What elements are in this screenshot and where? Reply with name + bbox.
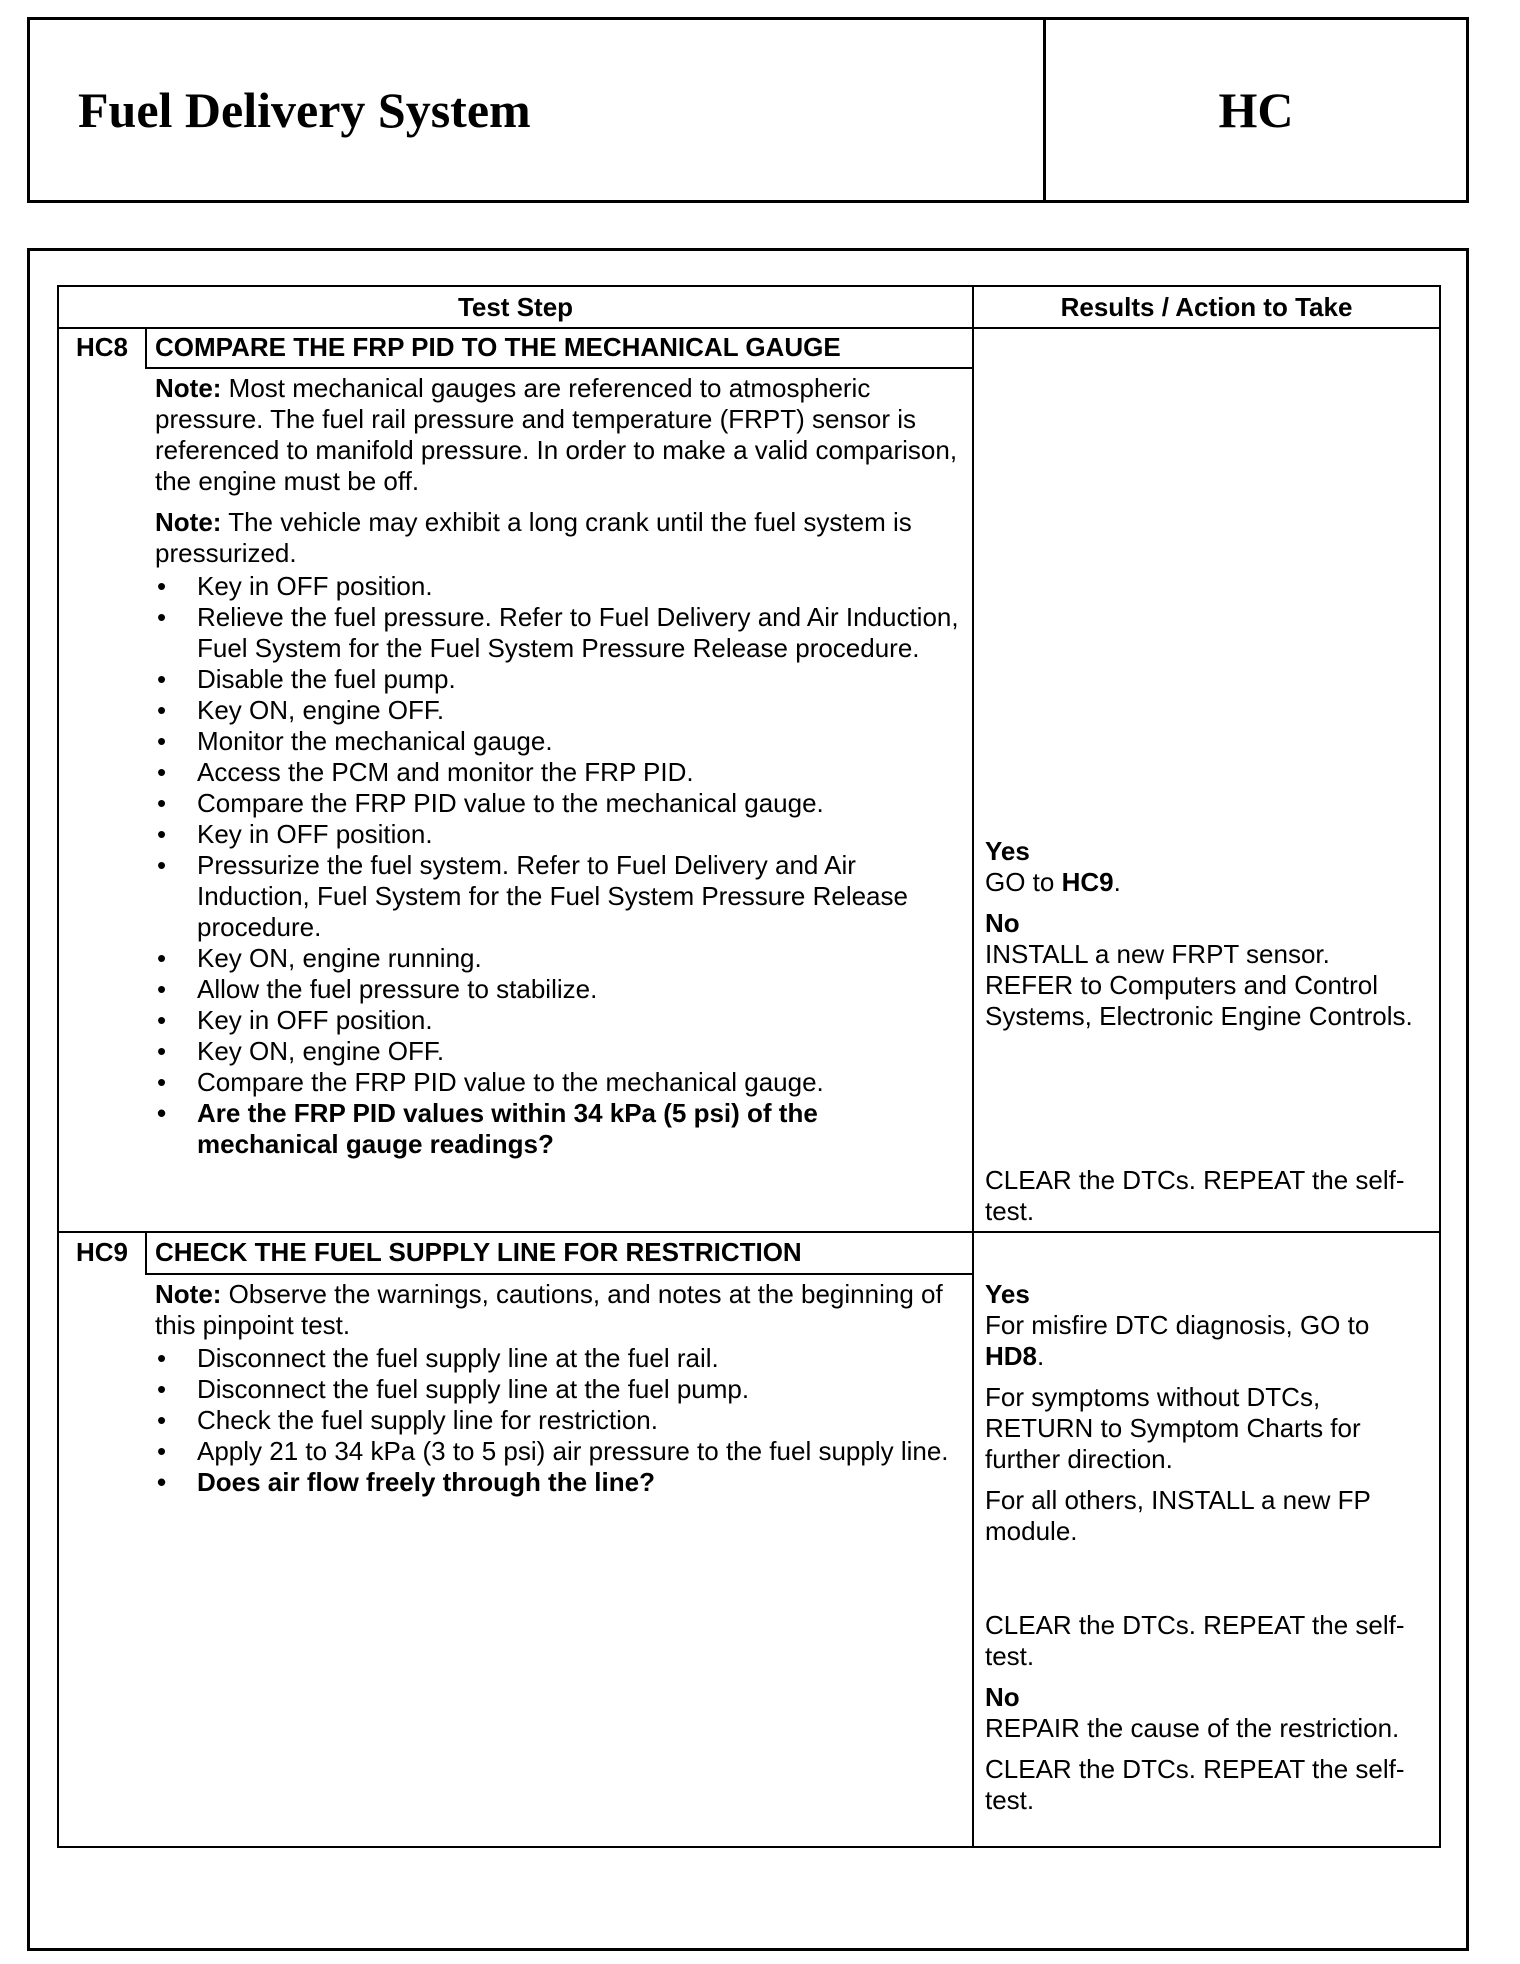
list-item: • Apply 21 to 34 kPa (3 to 5 psi) air pressure to the fuel supply line. <box>155 1436 960 1467</box>
result-yes: Yes For misfire DTC diagnosis, GO to HD8. <box>985 1279 1370 1371</box>
step-id-hc9: HC9 <box>75 1237 128 1267</box>
step-list <box>155 1343 960 1498</box>
list-item: • Allow the fuel pressure to stabilize. <box>155 974 960 1005</box>
result-yes-others: For all others, INSTALL a new FP module. <box>985 1485 1371 1546</box>
note: Note: Observe the warnings, cautions, and notes at the beginning of this pinpoint test. <box>155 1279 943 1340</box>
column-header-results: Results / Action to Take <box>1060 292 1353 322</box>
list-item: • Disconnect the fuel supply line at the fuel rail. <box>155 1343 960 1374</box>
id-divider-hc9 <box>145 1231 147 1273</box>
list-item: • Key ON, engine OFF. <box>155 695 960 726</box>
title-rule-hc8 <box>145 367 972 369</box>
list-item: • Compare the FRP PID value to the mechanical gauge. <box>155 1067 960 1098</box>
note: Note: The vehicle may exhibit a long crank until the fuel system is pressurized. <box>155 507 912 568</box>
result-clear: CLEAR the DTCs. REPEAT the self-test. <box>985 1610 1405 1671</box>
step-body-hc9 <box>155 1279 960 1498</box>
list-item: • Key ON, engine OFF. <box>155 1036 960 1067</box>
list-item: • Pressurize the fuel system. Refer to Fuel Delivery and Air Induction, Fuel System for the Fuel System Pressure Release procedure. <box>155 850 960 943</box>
list-item: • Check the fuel supply line for restriction. <box>155 1405 960 1436</box>
step-id-hc8: HC8 <box>75 332 128 362</box>
title-rule-hc9 <box>145 1273 972 1275</box>
results-hc9 <box>985 1279 1431 1557</box>
column-header-test-step: Test Step <box>457 292 574 322</box>
step-list <box>155 571 960 1160</box>
list-item: • Access the PCM and monitor the FRP PID. <box>155 757 960 788</box>
list-item: • Disconnect the fuel supply line at the fuel pump. <box>155 1374 960 1405</box>
list-item: • Relieve the fuel pressure. Refer to Fuel Delivery and Air Induction, Fuel System for the Fuel System Pressure Release procedure. <box>155 602 960 664</box>
step-body-hc8 <box>155 373 960 1160</box>
result-no: No INSTALL a new FRPT sensor. <box>985 908 1330 969</box>
step-title-hc9: CHECK THE FUEL SUPPLY LINE FOR RESTRICTION <box>155 1237 802 1267</box>
results-hc8-clear <box>985 1165 1431 1237</box>
step-title-hc8: COMPARE THE FRP PID TO THE MECHANICAL GAUGE <box>155 332 841 362</box>
list-item: • Key in OFF position. <box>155 571 960 602</box>
list-item: • Key ON, engine running. <box>155 943 960 974</box>
list-item: • Key in OFF position. <box>155 819 960 850</box>
list-item: • Monitor the mechanical gauge. <box>155 726 960 757</box>
section-title: Fuel Delivery System <box>78 82 531 138</box>
result-clear: CLEAR the DTCs. REPEAT the self-test. <box>985 1165 1405 1226</box>
result-yes-symptoms: For symptoms without DTCs, RETURN to Symptom Charts for further direction. <box>985 1382 1361 1474</box>
page-header <box>27 17 1469 203</box>
result-yes: Yes GO to HC9. <box>985 836 1121 897</box>
result-no: No REPAIR the cause of the restriction. <box>985 1682 1400 1743</box>
test-question: • Are the FRP PID values within 34 kPa (5 psi) of the mechanical gauge readings? <box>155 1098 960 1160</box>
section-code: HC <box>1218 82 1294 138</box>
list-item: • Disable the fuel pump. <box>155 664 960 695</box>
result-no-refer: REFER to Computers and Control Systems, Electronic Engine Controls. <box>985 970 1413 1031</box>
note: Note: Most mechanical gauges are referenced to atmospheric pressure. The fuel rail pressure and temperature (FRPT) sensor is referenced to manifold pressure. In order to make a valid comparison, the engine must be off. <box>155 373 958 496</box>
pinpoint-test-table <box>57 285 1441 1848</box>
list-item: • Key in OFF position. <box>155 1005 960 1036</box>
id-divider-hc8 <box>145 327 147 367</box>
test-question: • Does air flow freely through the line? <box>155 1467 960 1498</box>
results-hc8-yes-no <box>985 836 1431 1042</box>
result-clear: CLEAR the DTCs. REPEAT the self-test. <box>985 1754 1405 1815</box>
list-item: • Compare the FRP PID value to the mechanical gauge. <box>155 788 960 819</box>
results-hc9-clear-no <box>985 1610 1431 1826</box>
column-divider <box>972 287 974 1846</box>
